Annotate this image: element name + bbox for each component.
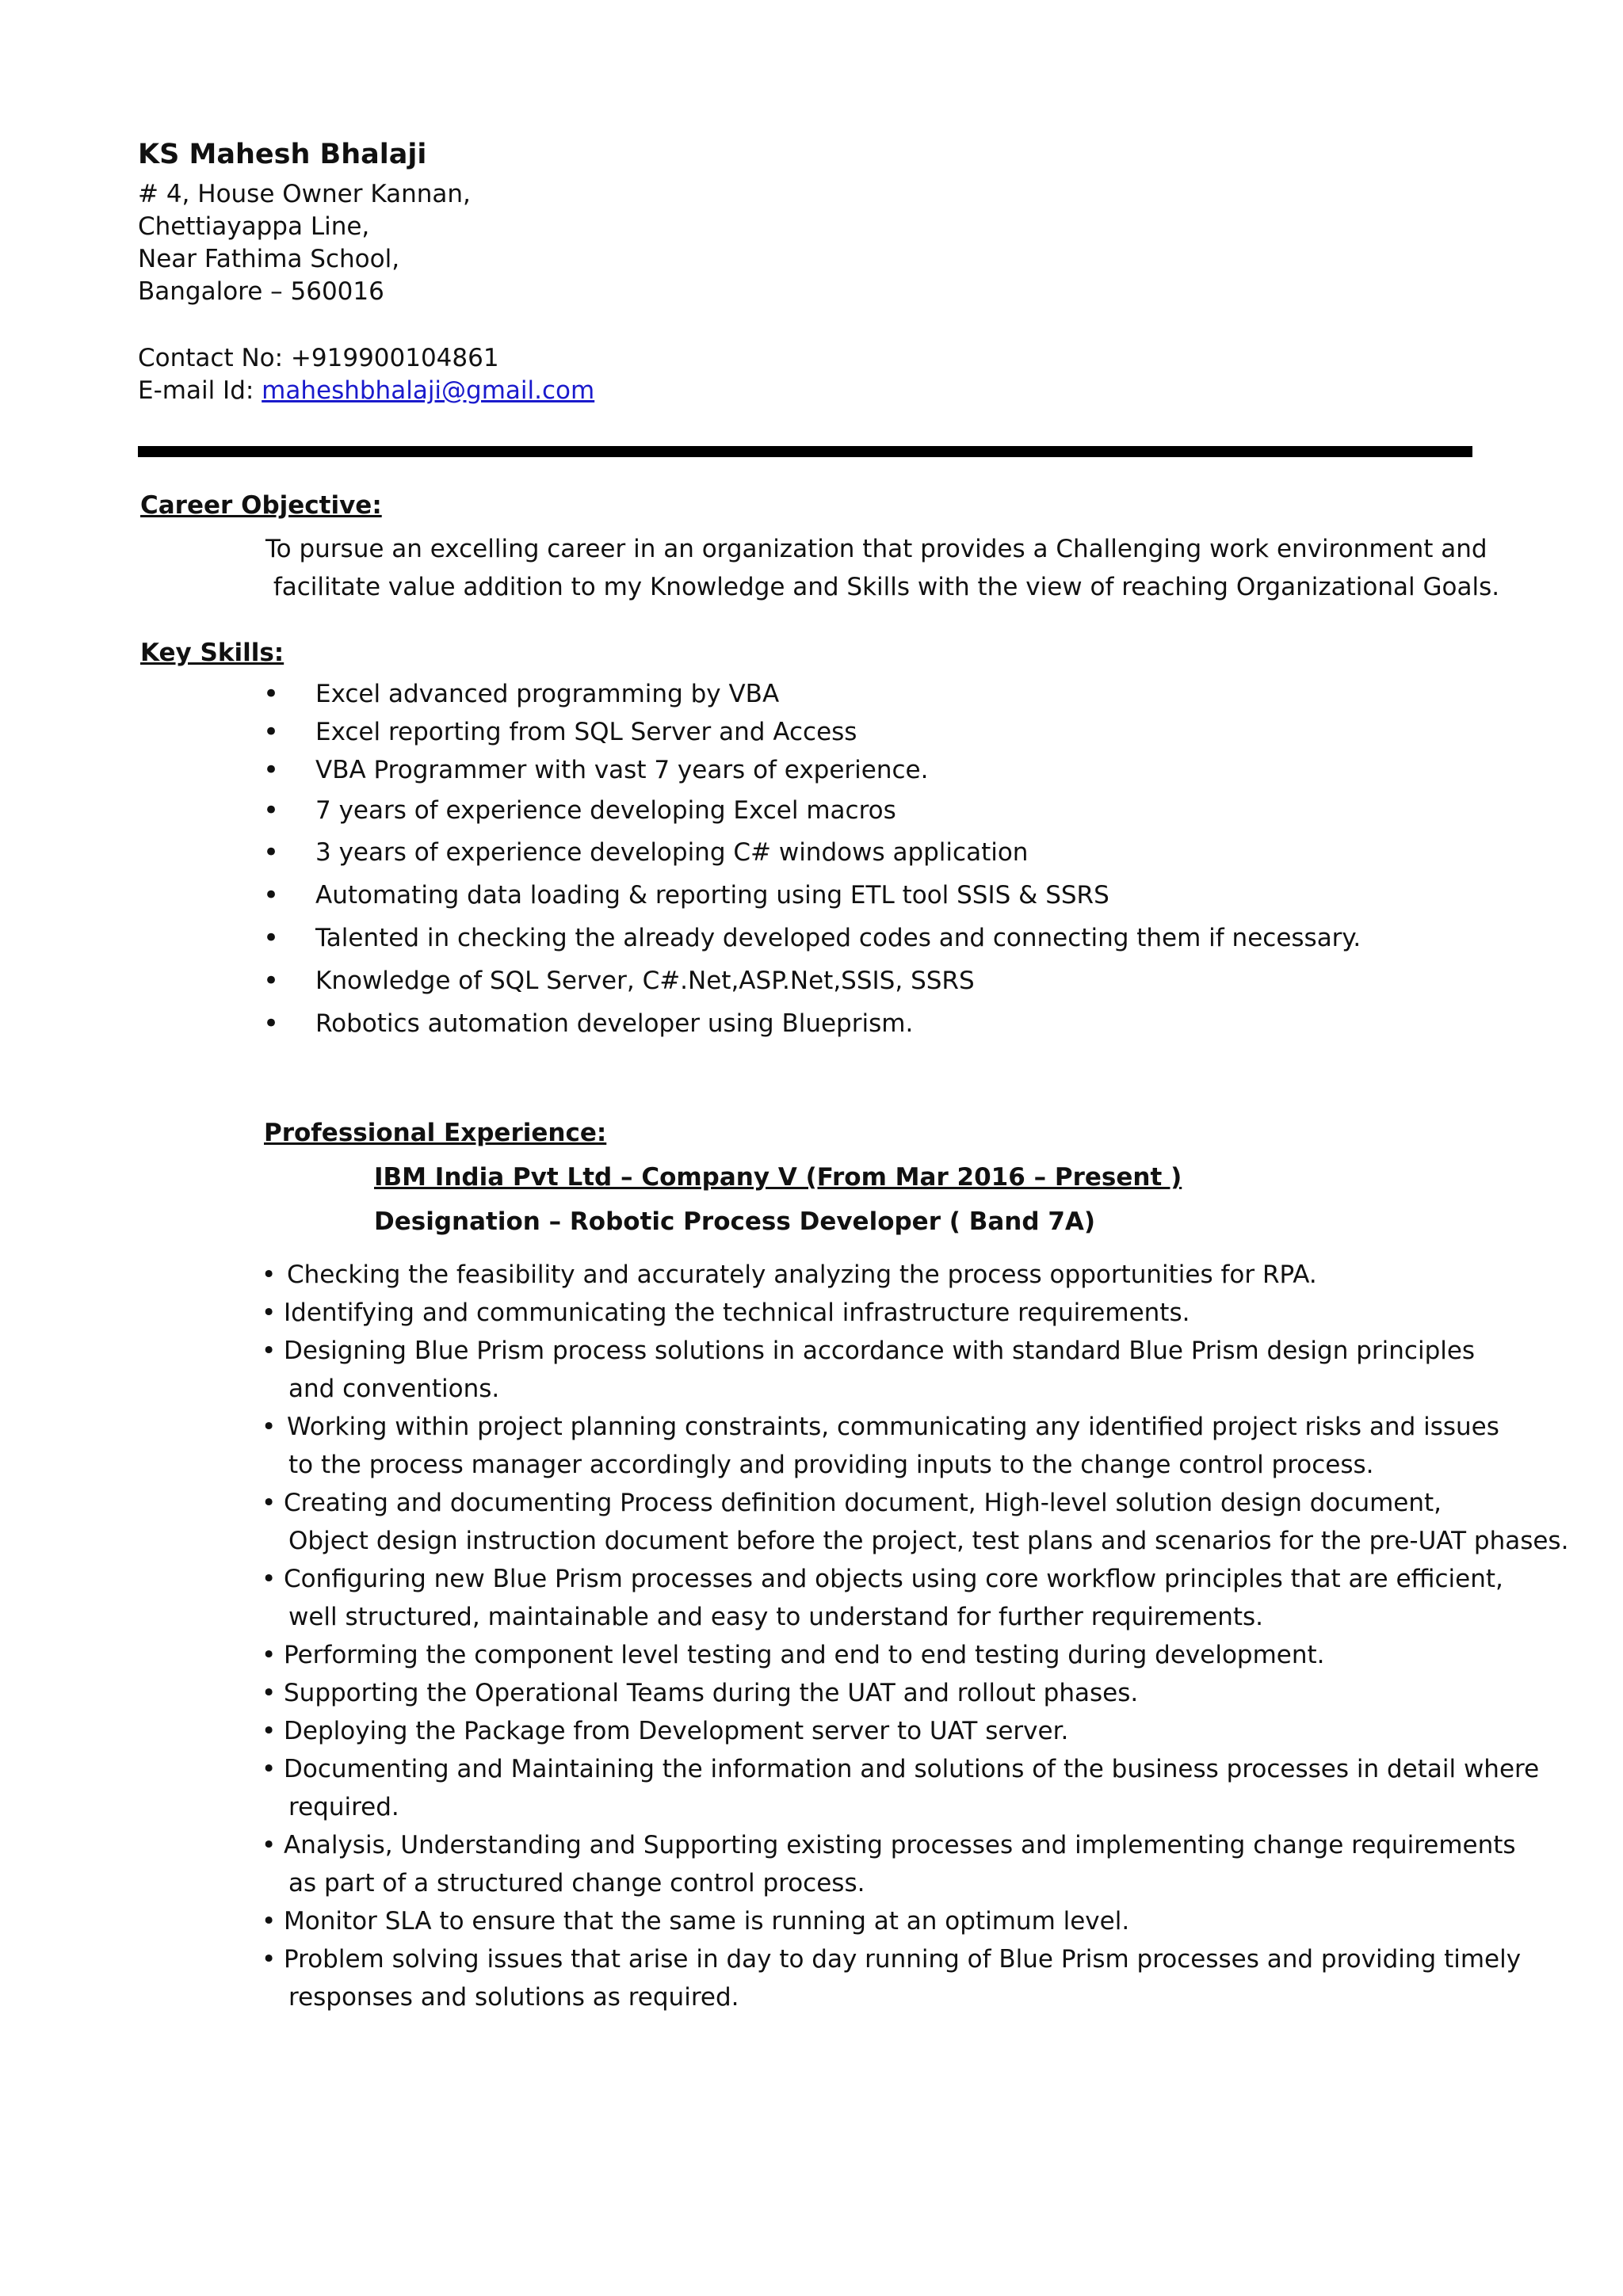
objective-line: To pursue an excelling career in an organization that provides a Challenging work environment and (265, 535, 1487, 563)
skill-text: Automating data loading & reporting using ETL tool SSIS & SSRS (315, 881, 1109, 910)
duty-continuation: and conventions. (288, 1375, 500, 1403)
skill-text: 3 years of experience developing C# windows application (315, 838, 1029, 867)
bullet-icon: • (263, 716, 280, 748)
career-objective-text (265, 533, 1581, 609)
list-item (262, 1484, 1601, 1560)
list-item (262, 1008, 1361, 1051)
bullet-icon: • (262, 1679, 277, 1707)
list-item (262, 837, 1361, 879)
email-line (138, 375, 594, 407)
duty-text: Problem solving issues that arise in day to day running of Blue Prism processes and providing timely (284, 1945, 1522, 1974)
phone-line (138, 342, 594, 375)
skill-text: Excel reporting from SQL Server and Access (315, 718, 857, 746)
duty-text: Monitor SLA to ensure that the same is running at an optimum level. (284, 1907, 1130, 1936)
duty-text: Designing Blue Prism process solutions in accordance with standard Blue Prism design principles (284, 1337, 1476, 1365)
duty-text: Supporting the Operational Teams during the UAT and rollout phases. (284, 1679, 1139, 1707)
bullet-icon: • (263, 922, 280, 954)
bullet-icon: • (263, 754, 280, 786)
list-item (262, 1826, 1601, 1902)
bullet-icon: • (262, 1717, 277, 1745)
address-line: # 4, House Owner Kannan, (138, 180, 471, 208)
list-item (262, 678, 1361, 716)
duty-text: Creating and documenting Process definition document, High-level solution design document, (284, 1489, 1442, 1517)
skill-text: Talented in checking the already developed codes and connecting them if necessary. (315, 924, 1361, 952)
duty-text: Documenting and Maintaining the information and solutions of the business processes in detail where (284, 1755, 1540, 1783)
bullet-icon: • (262, 1489, 277, 1517)
professional-experience-heading: Professional Experience: (264, 1119, 607, 1147)
bullet-icon: • (263, 1008, 280, 1039)
address-block (138, 178, 471, 308)
bullet-icon: • (262, 1945, 277, 1974)
email-link[interactable]: maheshbhalaji@gmail.com (262, 376, 595, 405)
list-item (262, 1408, 1601, 1484)
duty-text: Configuring new Blue Prism processes and objects using core workflow principles that are efficient, (284, 1565, 1503, 1593)
bullet-icon: • (263, 678, 280, 710)
bullet-icon: • (262, 1413, 277, 1441)
duty-continuation: Object design instruction document before the project, test plans and scenarios for the pre-UAT phases. (288, 1527, 1569, 1555)
phone-number: +919900104861 (290, 344, 499, 372)
list-item (262, 754, 1361, 795)
bullet-icon: • (262, 1261, 277, 1289)
objective-line: facilitate value addition to my Knowledge and Skills with the view of reaching Organizational Goals. (265, 573, 1500, 601)
list-item (262, 1256, 1601, 1294)
section-divider (138, 446, 1472, 457)
bullet-icon: • (262, 1907, 277, 1936)
key-skills-list (262, 678, 1361, 1051)
skill-text: 7 years of experience developing Excel macros (315, 796, 896, 825)
bullet-icon: • (263, 879, 280, 911)
bullet-icon: • (263, 837, 280, 868)
skill-text: VBA Programmer with vast 7 years of experience. (315, 756, 929, 784)
duties-list (262, 1256, 1601, 2016)
bullet-icon: • (262, 1831, 277, 1859)
bullet-icon: • (262, 1565, 277, 1593)
duty-text: Deploying the Package from Development server to UAT server. (284, 1717, 1069, 1745)
duty-text: Performing the component level testing and end to end testing during development. (284, 1641, 1325, 1669)
career-objective-heading: Career Objective: (140, 491, 382, 520)
duty-continuation: required. (288, 1793, 399, 1821)
duty-text: Working within project planning constraints, communicating any identified project risks and issues (287, 1413, 1499, 1441)
list-item (262, 1674, 1601, 1712)
bullet-icon: • (262, 1641, 277, 1669)
duty-text: Analysis, Understanding and Supporting existing processes and implementing change requirements (284, 1831, 1516, 1859)
bullet-icon: • (262, 1755, 277, 1783)
email-label: E-mail Id: (138, 376, 262, 405)
list-item (262, 795, 1361, 837)
duty-continuation: to the process manager accordingly and providing inputs to the change control process. (288, 1451, 1374, 1479)
skill-text: Excel advanced programming by VBA (315, 680, 780, 708)
bullet-icon: • (263, 965, 280, 997)
address-line: Chettiayappa Line, (138, 212, 370, 241)
duty-continuation: responses and solutions as required. (288, 1983, 739, 2012)
skill-text: Robotics automation developer using Blueprism. (315, 1009, 914, 1038)
list-item (262, 879, 1361, 922)
list-item (262, 1636, 1601, 1674)
duty-continuation: as part of a structured change control process. (288, 1869, 865, 1897)
bullet-icon: • (262, 1337, 277, 1365)
bullet-icon: • (262, 1299, 277, 1327)
designation-title: Designation – Robotic Process Developer ( Band 7A) (374, 1207, 1096, 1236)
list-item (262, 965, 1361, 1008)
duty-text: Checking the feasibility and accurately analyzing the process opportunities for RPA. (287, 1261, 1317, 1289)
phone-label: Contact No: (138, 344, 291, 372)
list-item (262, 1940, 1601, 2016)
candidate-name: KS Mahesh Bhalaji (138, 139, 427, 170)
list-item (262, 922, 1361, 965)
address-line: Near Fathima School, (138, 245, 400, 273)
skill-text: Knowledge of SQL Server, C#.Net,ASP.Net,SSIS, SSRS (315, 967, 975, 995)
key-skills-heading: Key Skills: (140, 639, 285, 667)
list-item (262, 1332, 1601, 1408)
list-item (262, 1712, 1601, 1750)
contact-block (138, 342, 594, 407)
list-item (262, 1560, 1601, 1636)
list-item (262, 1294, 1601, 1332)
list-item (262, 1750, 1601, 1826)
duty-text: Identifying and communicating the technical infrastructure requirements. (284, 1299, 1190, 1327)
duty-continuation: well structured, maintainable and easy to understand for further requirements. (288, 1603, 1264, 1631)
list-item (262, 1902, 1601, 1940)
company-title: IBM India Pvt Ltd – Company V (From Mar 2016 – Present ) (374, 1163, 1182, 1192)
list-item (262, 716, 1361, 754)
address-line: Bangalore – 560016 (138, 277, 384, 306)
bullet-icon: • (263, 795, 280, 826)
